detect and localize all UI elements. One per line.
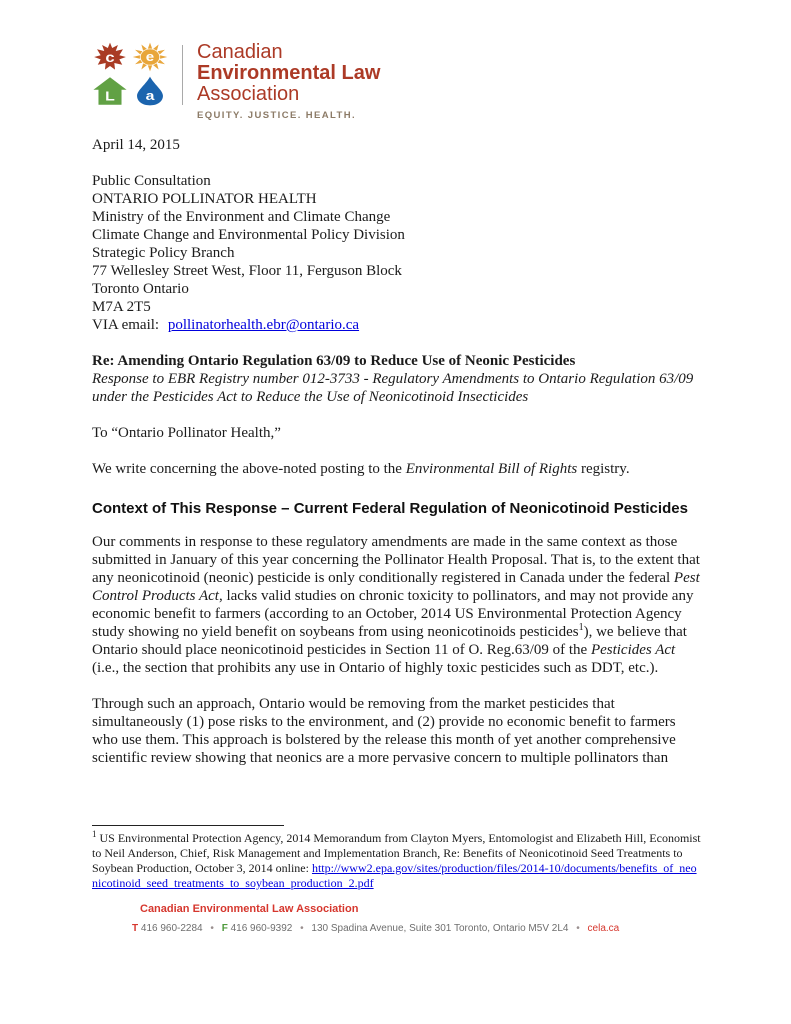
text-segment: Through such an approach, Ontario would be removing from the market pesticides that simultaneously (1) pose risks to the environment, and (2) provide no economic benefit to farmers who use them. This approach is bolstered by the release this month of yet another comprehensive scientific review showing that neonics are a more pervasive concern to multiple pollinators than bbox=[92, 696, 676, 766]
text-segment: , lacks valid studies on chronic toxicity to pollinators, and may not provide any economic benefit to farmers (according to an October, 2014 US Environmental Protection Agency study showing no yield benefit on soybeans from using neonicotinoids pesticides bbox=[92, 588, 694, 640]
sun-icon bbox=[132, 42, 168, 72]
house-icon bbox=[92, 76, 128, 106]
recipient-line: Public Consultation bbox=[92, 173, 211, 189]
footnote-url-link[interactable]: http://www2.epa.gov/sites/production/files/2014-10/documents/benefits_of_neonicotinoid_seed_treatments_to_soybean_production_2.pdf bbox=[92, 861, 697, 890]
footer-fax-label: F bbox=[221, 923, 228, 934]
via-email-label: VIA email: bbox=[92, 317, 160, 333]
logo-divider bbox=[182, 45, 183, 105]
footer-bullet-1: • bbox=[210, 923, 214, 934]
svg-text:L: L bbox=[105, 89, 115, 105]
text-segment: Environmental Bill of Rights bbox=[405, 461, 578, 477]
body-paragraph-1 bbox=[92, 533, 702, 677]
footer-website-link[interactable]: cela.ca bbox=[587, 923, 620, 934]
footer-phone-number: 416 960-2284 bbox=[140, 923, 203, 934]
logo-name-line2: Environmental Law bbox=[197, 62, 381, 84]
text-segment: 1 bbox=[92, 829, 97, 839]
recipient-line: Strategic Policy Branch bbox=[92, 245, 235, 261]
text-segment: We write concerning the above-noted posting to the bbox=[92, 461, 406, 477]
footer-org-name: Canadian Environmental Law Association bbox=[140, 903, 359, 915]
footer-bullet-2: • bbox=[300, 923, 304, 934]
footnote-separator bbox=[92, 825, 284, 826]
svg-text:a: a bbox=[145, 89, 155, 104]
footer-fax-number: 416 960-9392 bbox=[230, 923, 293, 934]
recipient-block bbox=[92, 172, 702, 334]
intro-paragraph bbox=[92, 460, 702, 478]
page-footer bbox=[92, 903, 702, 934]
footer-phone-label: T bbox=[132, 923, 139, 934]
text-segment: registry. bbox=[577, 461, 630, 477]
recipient-line: 77 Wellesley Street West, Floor 11, Ferguson Block bbox=[92, 263, 402, 279]
text-segment: ), we believe that Ontario should place neonicotinoid pesticides in Section 11 of O. Reg.63/09 of the bbox=[92, 624, 687, 658]
recipient-line: Climate Change and Environmental Policy Division bbox=[92, 227, 405, 243]
footer-contact bbox=[132, 923, 702, 934]
recipient-line: Ministry of the Environment and Climate Change bbox=[92, 209, 391, 225]
text-segment: Our comments in response to these regulatory amendments are made in the same context as those submitted in January of this year concerning the Pollinator Health Proposal. That is, to the extent that any neonicotinoid (neonic) pesticide is only conditionally registered in Canada under the federal bbox=[92, 534, 700, 586]
logo-name-line1: Canadian bbox=[197, 41, 283, 63]
body-paragraph-2 bbox=[92, 695, 702, 767]
recipient-line: Toronto Ontario bbox=[92, 281, 189, 297]
footnote bbox=[92, 825, 702, 891]
logo-wordmark bbox=[197, 42, 380, 121]
text-segment: (i.e., the section that prohibits any use in Ontario of highly toxic pesticides such as DDT, etc.). bbox=[92, 660, 659, 676]
footer-address: 130 Spadina Avenue, Suite 301 Toronto, Ontario M5V 2L4 bbox=[311, 923, 569, 934]
text-segment: US Environmental Protection Agency, 2014 Memorandum from Clayton Myers, Entomologist and Elizabeth Hill, Economist to Neil Anderson, Chief, Risk Management and Implementation Branch, Re: Benefits of Neonicotinoid Seed Treatments to Soybean Production, October 3, 2014 online: bbox=[92, 831, 701, 875]
section-heading: Context of This Response – Current Federal Regulation of Neonicotinoid Pesticides bbox=[92, 500, 688, 517]
footnote-text bbox=[92, 831, 702, 891]
subject-block bbox=[92, 352, 702, 406]
logo-icon-grid bbox=[92, 42, 168, 106]
recipient-line: ONTARIO POLLINATOR HEALTH bbox=[92, 191, 317, 207]
svg-text:c: c bbox=[105, 50, 115, 66]
salutation: To “Ontario Pollinator Health,” bbox=[92, 425, 281, 441]
text-segment: Pesticides Act bbox=[590, 642, 676, 658]
maple-leaf-icon bbox=[92, 42, 128, 72]
water-drop-icon bbox=[132, 76, 168, 106]
logo-tagline: EQUITY. JUSTICE. HEALTH. bbox=[197, 110, 357, 121]
subject-line-bold: Re: Amending Ontario Regulation 63/09 to Reduce Use of Neonic Pesticides bbox=[92, 353, 576, 369]
logo-name-line3: Association bbox=[197, 83, 300, 105]
text-segment: 1 bbox=[578, 622, 584, 633]
text-segment: Pest Control Products Act bbox=[92, 570, 700, 604]
cela-logo bbox=[92, 42, 702, 120]
footer-bullet-3: • bbox=[576, 923, 580, 934]
svg-text:e: e bbox=[145, 49, 155, 64]
email-link[interactable]: pollinatorhealth.ebr@ontario.ca bbox=[167, 317, 360, 333]
letter-date: April 14, 2015 bbox=[92, 137, 180, 153]
via-email-line bbox=[92, 316, 702, 334]
recipient-line: M7A 2T5 bbox=[92, 299, 151, 315]
subject-line-italic: Response to EBR Registry number 012-3733 - Regulatory Amendments to Ontario Regulation 63/09 under the Pesticides Act to Reduce the Use of Neonicotinoid Insecticides bbox=[92, 371, 694, 405]
